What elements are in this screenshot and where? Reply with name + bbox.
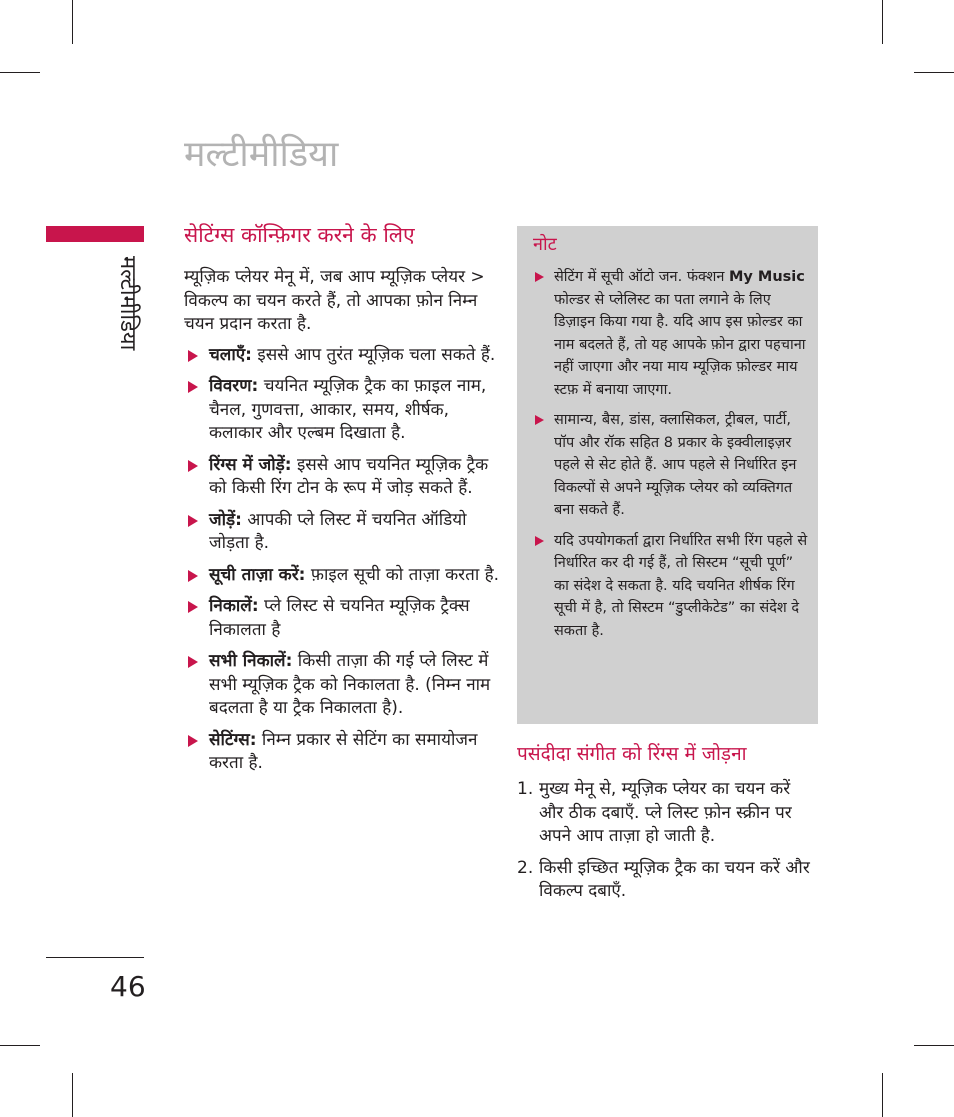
note-bold-text: My Music [728, 269, 805, 285]
triangle-bullet-icon [188, 460, 198, 472]
section-heading: सेटिंग्स कॉन्फ़िगर करने के लिए [184, 223, 415, 247]
side-section-label: मल्टीमीडिया [115, 256, 140, 351]
triangle-bullet-icon [535, 415, 544, 425]
item-term: चलाएँ: [209, 344, 252, 365]
page-number: 46 [110, 970, 146, 1003]
list-item [184, 595, 504, 642]
list-item [184, 375, 504, 446]
item-term: रिंग्स में जोड़ें: [209, 454, 292, 475]
triangle-bullet-icon [188, 656, 198, 668]
item-term: निकालें: [209, 596, 259, 616]
crop-mark [0, 72, 40, 73]
step-text: मुख्य मेनू से, म्यूज़िक प्लेयर का चयन करें और ठीक दबाएँ. प्ले लिस्ट फ़ोन स्क्रीन पर अपने आप ताज़ा हो जाती है. [539, 779, 792, 846]
triangle-bullet-icon [188, 570, 198, 582]
item-text: इससे आप चयनित म्यूज़िक ट्रैक को किसी रिंग टोन के रूप में जोड़ सकते हैं. [209, 454, 489, 498]
list-item [184, 454, 504, 501]
crop-mark [72, 0, 73, 44]
crop-mark [882, 0, 883, 44]
section-heading: पसंदीदा संगीत को रिंग्स में जोड़ना [517, 743, 747, 765]
right-column [517, 740, 817, 912]
step-number: 2. [517, 857, 534, 878]
left-column [184, 220, 504, 784]
triangle-bullet-icon [535, 272, 544, 282]
note-text: फोल्डर से प्लेलिस्ट का पता लगाने के लिए डिज़ाइन किया गया है. यदि आप इस फ़ोल्डर का नाम बदलते हैं, तो यह आपके फ़ोन द्वारा पहचाना नहीं जाएगा और नया माय म्यूज़िक फ़ोल्डर माय स्टफ़ में बनाया जाएगा. [554, 291, 806, 398]
side-accent-bar [46, 226, 144, 242]
item-text: आपकी प्ले लिस्ट में चयनित ऑडियो जोड़ता है. [209, 509, 467, 553]
triangle-bullet-icon [188, 350, 198, 362]
page-title: मल्टीमीडिया [184, 134, 339, 175]
note-text: यदि उपयोगकर्ता द्वारा निर्धारित सभी रिंग पहले से निर्धारित कर दी गई हैं, तो सिस्टम “सूची पूर्ण” का संदेश दे सकता है. यदि चयनित शीर्षक रिंग सूची में है, तो सिस्टम “डुप्लीकेटेड” का संदेश दे सकता है. [554, 532, 808, 639]
item-term: विवरण: [209, 376, 259, 396]
note-box [517, 226, 818, 724]
item-term: सेटिंग्स: [209, 729, 257, 750]
crop-mark [914, 72, 954, 73]
item-text: निम्न प्रकार से सेटिंग का समायोजन करता है. [209, 729, 478, 773]
triangle-bullet-icon [188, 381, 198, 393]
triangle-bullet-icon [535, 536, 544, 546]
section-intro: म्यूज़िक प्लेयर मेनू में, जब आप म्यूज़िक प्लेयर > विकल्प का चयन करते हैं, तो आपका फ़ोन निम्न चयन प्रदान करता है. [184, 267, 485, 334]
note-item [533, 530, 808, 643]
crop-mark [72, 1073, 73, 1117]
item-text: फ़ाइल सूची को ताज़ा करता है. [305, 564, 500, 585]
note-item [533, 266, 808, 401]
triangle-bullet-icon [188, 515, 198, 527]
crop-mark [882, 1073, 883, 1117]
list-item [184, 650, 504, 721]
note-list [533, 266, 808, 642]
note-text: सामान्य, बैस, डांस, क्लासिकल, ट्रीबल, पार्टी, पॉप और रॉक सहित 8 प्रकार के इक्वीलाइज़र पहले से सेट होते हैं. आप पहले से निर्धारित इन विकल्पों से अपने म्यूज़िक प्लेयर को व्यक्तिगत बना सकते हैं. [554, 412, 797, 518]
crop-mark [914, 1045, 954, 1046]
list-item [184, 564, 504, 588]
step-number: 1. [517, 779, 534, 799]
item-term: जोड़ें: [209, 509, 242, 530]
item-text: किसी ताज़ा की गई प्ले लिस्ट में सभी म्यूज़िक ट्रैक को निकालता है. (निम्न नाम बदलता है या ट्रैक निकालता है). [209, 651, 491, 718]
note-text: सेटिंग में सूची ऑटो जन. फंक्शन [554, 269, 729, 285]
steps-list [517, 778, 817, 904]
triangle-bullet-icon [188, 735, 198, 747]
page-number-rule [46, 957, 144, 958]
item-term: सभी निकालें: [209, 651, 293, 671]
list-item [184, 729, 504, 776]
item-text: इससे आप तुरंत म्यूज़िक चला सकते हैं. [251, 344, 496, 365]
list-item [184, 344, 504, 368]
note-item [533, 409, 808, 522]
step-item [517, 857, 817, 904]
options-list [184, 344, 504, 776]
item-text: चयनित म्यूज़िक ट्रैक का फ़ाइल नाम, चैनल, गुणवत्ता, आकार, समय, शीर्षक, कलाकार और एल्बम दिखाता है. [209, 376, 487, 443]
crop-mark [0, 1045, 40, 1046]
triangle-bullet-icon [188, 601, 198, 613]
note-title: नोट [533, 234, 557, 255]
item-text: प्ले लिस्ट से चयनित म्यूज़िक ट्रैक्स निकालता है [209, 596, 470, 640]
step-item [517, 778, 817, 849]
step-text: किसी इच्छित म्यूज़िक ट्रैक का चयन करें और विकल्प दबाएँ. [539, 857, 810, 901]
list-item [184, 509, 504, 556]
item-term: सूची ताज़ा करें: [209, 564, 306, 585]
